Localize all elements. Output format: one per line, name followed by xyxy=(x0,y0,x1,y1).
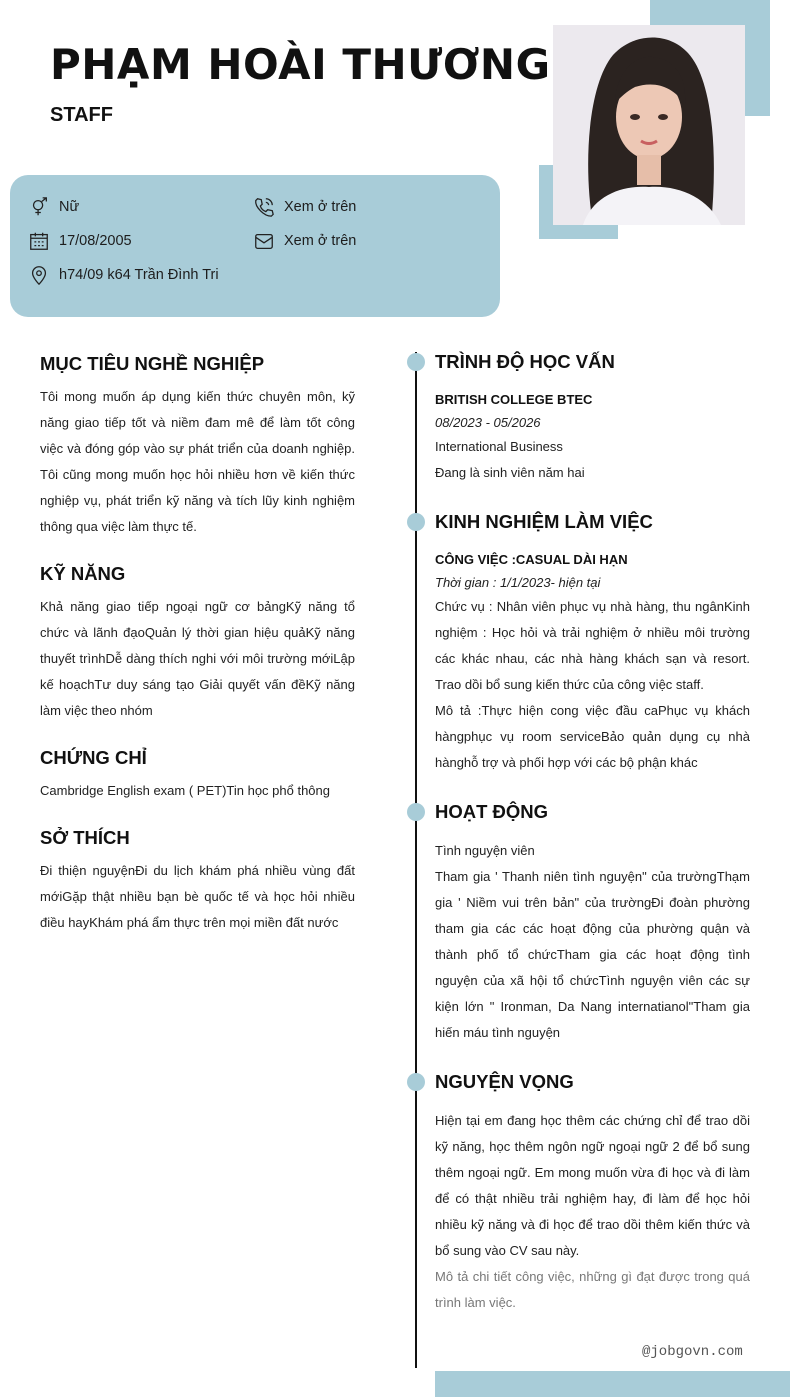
skills-heading: KỸ NĂNG xyxy=(40,563,126,584)
timeline-line xyxy=(415,352,417,1368)
candidate-name: PHẠM HOÀI THƯƠNG xyxy=(50,40,551,89)
contact-box xyxy=(10,175,500,317)
job-name: CÔNG VIỆC :CASUAL DÀI HẠN xyxy=(435,552,628,567)
calendar-icon xyxy=(28,230,50,252)
certificates-section xyxy=(40,744,355,804)
skills-section xyxy=(40,560,355,724)
phone-value: Xem ở trên xyxy=(284,199,357,215)
address-value: h74/09 k64 Trần Đình Tri xyxy=(59,267,219,283)
timeline-dot xyxy=(407,803,425,821)
certificates-heading: CHỨNG CHỈ xyxy=(40,747,147,768)
phone-icon xyxy=(253,196,275,218)
portrait-illustration xyxy=(553,25,745,225)
hobbies-section xyxy=(40,824,355,936)
mail-icon xyxy=(253,230,275,252)
timeline-dot xyxy=(407,1073,425,1091)
contact-gender xyxy=(28,195,79,219)
experience-section xyxy=(435,508,750,776)
activities-heading: HOẠT ĐỘNG xyxy=(435,801,549,822)
education-section xyxy=(435,348,750,486)
footer-bar xyxy=(435,1371,790,1397)
experience-heading: KINH NGHIỆM LÀM VIỆC xyxy=(435,511,653,532)
gender-value: Nữ xyxy=(59,199,80,215)
hobbies-heading: SỞ THÍCH xyxy=(40,827,130,848)
contact-email xyxy=(253,229,356,253)
activity-title: Tình nguyện viên xyxy=(435,843,535,858)
job-description: Mô tả :Thực hiện cong việc đầu caPhục vụ khách hàngphục vụ room serviceBảo quản dụng cụ nhà hànghỗ trợ và phối hợp với các bộ phận khác xyxy=(435,703,750,770)
education-period: 08/2023 - 05/2026 xyxy=(435,415,541,430)
education-major: International Business xyxy=(435,439,563,454)
job-title: STAFF xyxy=(50,104,113,126)
watermark: @jobgovn.com xyxy=(642,1344,743,1360)
education-note: Đang là sinh viên năm hai xyxy=(435,465,585,480)
email-value: Xem ở trên xyxy=(284,233,357,249)
location-pin-icon xyxy=(28,264,50,286)
activities-section xyxy=(435,798,750,1046)
profile-photo xyxy=(553,25,745,225)
job-period: Thời gian : 1/1/2023- hiện tại xyxy=(435,575,601,590)
contact-birthday xyxy=(28,229,132,253)
gender-icon xyxy=(28,196,50,218)
objective-text: Tôi mong muốn áp dụng kiến thức chuyên môn, kỹ năng giao tiếp tốt và niềm đam mê để làm tốt công việc và đóng góp vào sự phát triển của doanh nghiệp. Tôi cũng mong muốn học hỏi nhiều hơn về kiến thức nghiệp vụ, phát triển kỹ năng và tích lũy kinh nghiệm thông qua việc làm thực tế. xyxy=(40,389,355,534)
aspiration-section xyxy=(435,1068,750,1316)
objective-section xyxy=(40,350,355,540)
school-name: BRITISH COLLEGE BTEC xyxy=(435,392,593,407)
education-heading: TRÌNH ĐỘ HỌC VẤN xyxy=(435,351,615,372)
aspiration-text: Hiện tại em đang học thêm các chứng chỉ để trao dồi kỹ năng, học thêm ngôn ngữ ngoại ngữ 2 để bổ sung thêm ngoại ngữ. Em mong muốn vừa đi học và đi làm để có thật nhiều trải nghiệm hay, đi làm để học hỏi nhiều kỹ năng và đi học để trao dồi thêm kiến thức và bổ sung vào CV sau này. xyxy=(435,1113,750,1258)
birthday-value: 17/08/2005 xyxy=(59,233,132,249)
timeline-dot xyxy=(407,353,425,371)
timeline-dot xyxy=(407,513,425,531)
job-role: Chức vụ : Nhân viên phục vụ nhà hàng, thu ngânKinh nghiệm : Học hỏi và trải nghiệm ở nhiều môi trường các khác nhau, các nhà hàng khách sạn và resort. Trao dồi bổ sung kiến thức của công việc staff. xyxy=(435,599,750,692)
activity-text: Tham gia ' Thanh niên tình nguyện" của trườngThạm gia ' Niềm vui trên bản" của trườngĐi đoàn phường tham gia các các hoạt động của phường quận và thành phố tổ chứcTham gia các hoạt động tình nguyện của xã hội tổ chứcTình nguyện viên các sự kiện lớn " Ironman, Da Nang internatianol"Tham gia hiến máu tình nguyện xyxy=(435,869,750,1040)
certificates-text: Cambridge English exam ( PET)Tin học phổ thông xyxy=(40,783,330,798)
left-column xyxy=(40,350,355,956)
hobbies-text: Đi thiện nguyệnĐi du lịch khám phá nhiều vùng đất mớiGặp thật nhiều bạn bè quốc tế và học hỏi nhiều điều hayKhám phá ẩm thực trên mọi miền đất nước xyxy=(40,863,355,930)
skills-text: Khả năng giao tiếp ngoại ngữ cơ bảngKỹ năng tổ chức và lãnh đạoQuản lý thời gian hiệu quảKỹ năng thuyết trìnhDễ dàng thích nghi với môi trường mớiLập kế hoạchTư duy sáng tạo Giải quyết vấn đềKỹ năng làm việc theo nhóm xyxy=(40,599,355,718)
aspiration-placeholder: Mô tả chi tiết công việc, những gì đạt được trong quá trình làm việc. xyxy=(435,1269,750,1310)
aspiration-heading: NGUYỆN VỌNG xyxy=(435,1071,574,1092)
objective-heading: MỤC TIÊU NGHỀ NGHIỆP xyxy=(40,353,265,374)
contact-address xyxy=(28,263,219,287)
contact-phone xyxy=(253,195,356,219)
